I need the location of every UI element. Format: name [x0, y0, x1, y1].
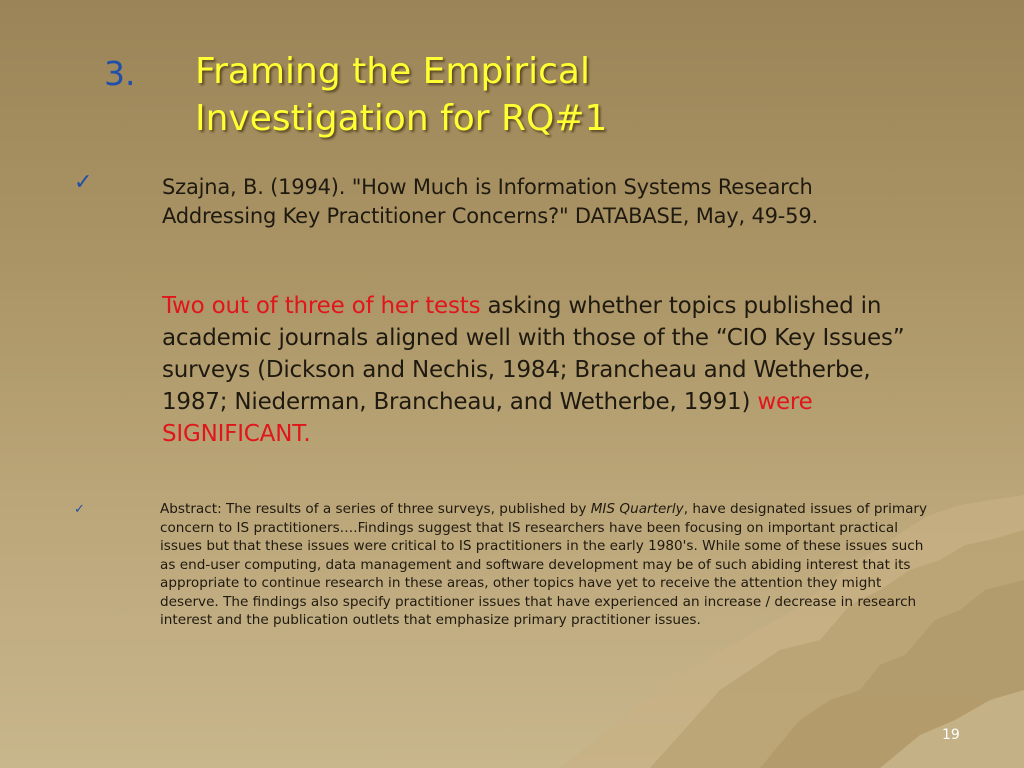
page-number: 19	[942, 727, 960, 743]
finding-highlight-1: Two out of three of her tests	[162, 293, 481, 319]
title-line-1: Framing the Empirical	[195, 51, 590, 92]
finding-body: asking whether topics published in academic journals aligned well with those of the “CIO Key Issues” surveys (Dickson and Nechis, 1984; Brancheau and Wetherbe, 1987; Niederman, Brancheau, and Wetherbe, 1991)	[162, 293, 905, 415]
citation-text: Szajna, B. (1994). "How Much is Information Systems Research Addressing Key Practitioner Concerns?" DATABASE, May, 49-59.	[162, 175, 818, 228]
finding-paragraph	[162, 290, 942, 450]
abstract-body: , have designated issues of primary concern to IS practitioners….Findings suggest that IS researchers have been focusing on important practical issues but that these issues were critical to IS practitioners in the early 1980's. While some of these issues such as end-user computing, data management and software development may be of such abiding interest that its appropriate to continue research in these areas, other topics have yet to receive the attention they might deserve. The findings also specify practitioner issues that have experienced an increase / decrease in research interest and the publication outlets that emphasize primary practitioner issues.	[160, 501, 928, 628]
title-line-2: Investigation for RQ#1	[195, 98, 608, 139]
abstract-text	[160, 500, 930, 630]
abstract-intro: Abstract: The results of a series of three surveys, published by	[160, 501, 591, 517]
check-icon: ✓	[74, 502, 85, 517]
abstract-journal: MIS Quarterly	[590, 501, 684, 517]
title-text	[195, 48, 607, 142]
title-number: 3.	[104, 54, 136, 93]
finding-highlight-2: were SIGNIFICANT.	[162, 389, 813, 447]
check-icon: ✓	[74, 170, 93, 195]
